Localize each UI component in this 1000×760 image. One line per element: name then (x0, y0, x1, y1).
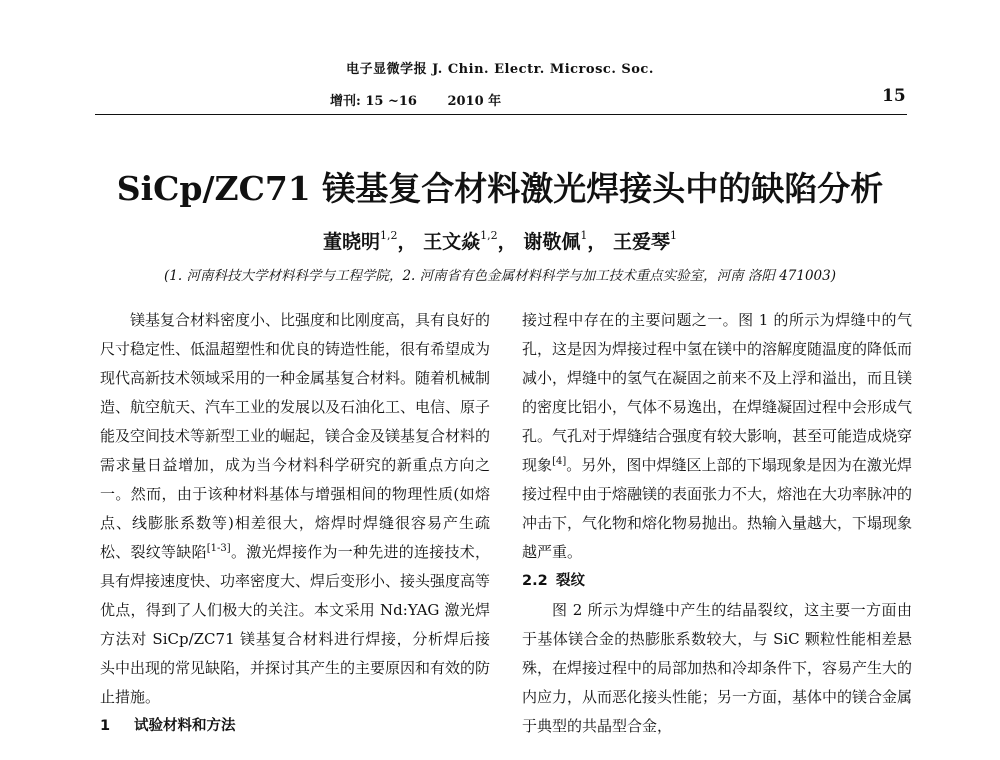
author-name: 王文焱 (423, 231, 481, 253)
pores-text-part1: 接过程中存在的主要问题之一。图 1 的所示为焊缝中的气孔，这是因为焊接过程中氢在镁中的溶解度随温度的降低而减小，焊缝中的氢气在凝固之前来不及上浮和溢出，而且镁的密度比铝小，气体不易逸出，在焊缝凝固过程中会形成气孔。气孔对于焊缝结合强度有较大影响，甚至可能造成烧穿现象 (522, 311, 913, 474)
left-column (100, 306, 490, 741)
section-number: 1 (100, 718, 111, 734)
intro-text-part1: 镁基复合材料密度小、比强度和比刚度高，具有良好的尺寸稳定性、低温超塑性和优良的铸造性能，很有希望成为现代高新技术领域采用的一种金属基复合材料。随着机械制造、航空航天、汽车工业的发展以及石油化工、电信、原子能及空间技术等新型工业的崛起，镁合金及镁基复合材料的需求量日益增加，成为当今材料科学研究的新重点方向之一。然而，由于该种材料基体与增强相间的物理性质(如熔点、线膨胀系数等)相差很大，熔焊时焊缝很容易产生疏松、裂纹等缺陷 (100, 311, 491, 561)
pores-text-part2: 。另外，图中焊缝区上部的下塌现象是因为在激光焊接过程中由于熔融镁的表面张力不大，熔池在大功率脉冲的冲击下，气化物和熔化物易抛出。热输入量越大，下塌现象越严重。 (522, 456, 913, 561)
subsection-heading (522, 567, 912, 596)
author-separator: ， (587, 231, 607, 253)
journal-header: 电子显微学报 J. Chin. Electr. Microsc. Soc. (346, 62, 654, 77)
header-rule (95, 114, 907, 115)
section-title: 试验材料和方法 (134, 718, 236, 734)
page-number: 15 (882, 86, 906, 106)
right-column (522, 306, 912, 741)
author-affiliation-mark: 1 (669, 229, 677, 242)
citation: [1-3] (206, 543, 231, 554)
cracks-paragraph: 图 2 所示为焊缝中产生的结晶裂纹，这主要一方面由于基体镁合金的热膨胀系数较大，与 SiC 颗粒性能相差悬殊，在焊接过程中的局部加热和冷却条件下，容易产生大的内应力，从而恶化接头性能；另一方面，基体中的镁合金属于典型的共晶型合金， (522, 601, 913, 735)
subsection-number: 2.2 (522, 573, 548, 589)
intro-text-part2: 。激光焊接作为一种先进的连接技术，具有焊接速度快、功率密度大、焊后变形小、接头强度高等优点，得到了人们极大的关注。本文采用 Nd:YAG 激光焊方法对 SiCp/ZC71 镁基复合材料进行焊接，分析焊后接头中出现的常见缺陷，并探讨其产生的主要原因和有效的防止措施。 (100, 543, 491, 706)
author-affiliation-mark: 1,2 (380, 229, 398, 242)
author-separator: ， (497, 231, 517, 253)
author-affiliation-mark: 1 (580, 229, 588, 242)
author-list (0, 227, 1000, 254)
author-name: 董晓明 (323, 231, 381, 253)
pores-paragraph (522, 306, 912, 567)
paper-title: SiCp/ZC71 镁基复合材料激光焊接头中的缺陷分析 (116, 169, 884, 208)
affiliation: (1. 河南科技大学材料科学与工程学院，2. 河南省有色金属材料科学与加工技术重点实验室，河南 洛阳 471003) (164, 268, 836, 284)
author-separator: ， (397, 231, 417, 253)
citation: [4] (552, 456, 567, 467)
intro-paragraph (100, 306, 490, 712)
author-affiliation-mark: 1,2 (480, 229, 498, 242)
subsection-title: 裂纹 (556, 573, 585, 589)
issue-info (330, 90, 527, 109)
issue-year: 2010 年 (447, 94, 502, 109)
section-heading (100, 712, 490, 741)
issue-label: 增刊: 15 ~16 (330, 94, 417, 109)
author-name: 谢敬佩 (523, 231, 581, 253)
author-name: 王爱琴 (612, 231, 670, 253)
